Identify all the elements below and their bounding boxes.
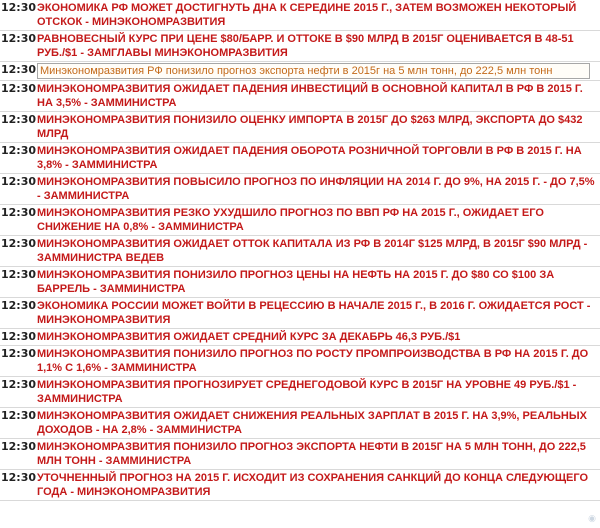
news-time: 12:30	[1, 144, 37, 157]
news-time: 12:30	[1, 63, 37, 76]
news-headline-link[interactable]: МИНЭКОНОМРАЗВИТИЯ ПОНИЗИЛО ПРОГНОЗ ЦЕНЫ НА НЕФТЬ НА 2015 Г. ДО $80 СО $100 ЗА БАРРЕЛЬ - ЗАММИНИСТРА	[37, 269, 555, 295]
news-time: 12:30	[1, 175, 37, 188]
news-headline-link[interactable]: МИНЭКОНОМРАЗВИТИЯ ОЖИДАЕТ ПАДЕНИЯ ИНВЕСТИЦИЙ В ОСНОВНОЙ КАПИТАЛ В РФ В 2015 Г. НА 3,5% - ЗАММИНИСТРА	[37, 83, 583, 109]
news-time: 12:30	[1, 268, 37, 281]
news-time: 12:30	[1, 330, 37, 343]
news-headline-link[interactable]: МИНЭКОНОМРАЗВИТИЯ ОЖИДАЕТ СНИЖЕНИЯ РЕАЛЬНЫХ ЗАРПЛАТ В 2015 Г. НА 3,9%, РЕАЛЬНЫХ ДОХОДОВ - НА 2,8% - ЗАММИНИСТРА	[37, 410, 587, 436]
news-row	[0, 143, 600, 174]
news-headline-link[interactable]: УТОЧНЕННЫЙ ПРОГНОЗ НА 2015 Г. ИСХОДИТ ИЗ СОХРАНЕНИЯ САНКЦИЙ ДО КОНЦА СЛЕДУЮЩЕГО ГОДА - МИНЭКОНОМРАЗВИТИЯ	[37, 472, 589, 498]
news-row	[0, 377, 600, 408]
news-headline-link[interactable]: Минэкономразвития РФ понизило прогноз экспорта нефти в 2015г на 5 млн тонн, до 222,5 млн тонн	[37, 63, 590, 79]
news-time: 12:30	[1, 32, 37, 45]
news-row	[0, 267, 600, 298]
news-row	[0, 329, 600, 346]
news-headline-link[interactable]: ЭКОНОМИКА РОССИИ МОЖЕТ ВОЙТИ В РЕЦЕССИЮ В НАЧАЛЕ 2015 Г., В 2016 Г. ОЖИДАЕТСЯ РОСТ - МИНЭКОНОМРАЗВИТИЯ	[37, 300, 591, 326]
news-headline-link[interactable]: МИНЭКОНОМРАЗВИТИЯ РЕЗКО УХУДШИЛО ПРОГНОЗ ПО ВВП РФ НА 2015 Г., ОЖИДАЕТ ЕГО СНИЖЕНИЕ НА 0,8% - ЗАММИНИСТРА	[37, 207, 544, 233]
news-headline-link[interactable]: МИНЭКОНОМРАЗВИТИЯ ПОНИЗИЛО ПРОГНОЗ ЭКСПОРТА НЕФТИ В 2015Г НА 5 МЛН ТОНН, ДО 222,5 МЛН ТОНН - ЗАММИНИСТРА	[37, 441, 586, 467]
news-row	[0, 112, 600, 143]
news-row	[0, 31, 600, 62]
news-time: 12:30	[1, 471, 37, 484]
watermark-logo: ◉	[588, 514, 596, 524]
news-time: 12:30	[1, 299, 37, 312]
news-headline-link[interactable]: МИНЭКОНОМРАЗВИТИЯ ПРОГНОЗИРУЕТ СРЕДНЕГОДОВОЙ КУРС В 2015Г НА УРОВНЕ 49 РУБ./$1 - ЗАММИНИСТРА	[37, 379, 577, 405]
news-row	[0, 346, 600, 377]
news-headline-link[interactable]: МИНЭКОНОМРАЗВИТИЯ ПОВЫСИЛО ПРОГНОЗ ПО ИНФЛЯЦИИ НА 2014 Г. ДО 9%, НА 2015 Г. - ДО 7,5% - ЗАММИНИСТРА	[37, 176, 595, 202]
news-row	[0, 205, 600, 236]
news-headline-link[interactable]: РАВНОВЕСНЫЙ КУРС ПРИ ЦЕНЕ $80/БАРР. И ОТТОКЕ В $90 МЛРД В 2015Г ОЦЕНИВАЕТСЯ В 48-51 РУБ./$1 - ЗАМГЛАВЫ МИНЭКОНОМРАЗВИТИЯ	[37, 33, 574, 59]
news-row	[0, 439, 600, 470]
news-time: 12:30	[1, 409, 37, 422]
news-headline-link[interactable]: МИНЭКОНОМРАЗВИТИЯ ОЖИДАЕТ СРЕДНИЙ КУРС ЗА ДЕКАБРЬ 46,3 РУБ./$1	[37, 331, 461, 343]
news-headline-link[interactable]: МИНЭКОНОМРАЗВИТИЯ ОЖИДАЕТ ОТТОК КАПИТАЛА ИЗ РФ В 2014Г $125 МЛРД, В 2015Г $90 МЛРД - ЗАММИНИСТРА ВЕДЕВ	[37, 238, 588, 264]
news-time: 12:30	[1, 440, 37, 453]
news-time: 12:30	[1, 113, 37, 126]
news-row	[0, 298, 600, 329]
news-row	[0, 408, 600, 439]
news-time: 12:30	[1, 82, 37, 95]
news-row	[0, 81, 600, 112]
news-row	[0, 62, 600, 81]
news-time: 12:30	[1, 378, 37, 391]
news-time: 12:30	[1, 237, 37, 250]
news-time: 12:30	[1, 347, 37, 360]
news-row	[0, 470, 600, 501]
news-time: 12:30	[1, 206, 37, 219]
news-row	[0, 174, 600, 205]
news-row	[0, 0, 600, 31]
news-headline-link[interactable]: МИНЭКОНОМРАЗВИТИЯ ОЖИДАЕТ ПАДЕНИЯ ОБОРОТА РОЗНИЧНОЙ ТОРГОВЛИ В РФ В 2015 Г. НА 3,8% - ЗАММИНИСТРА	[37, 145, 582, 171]
news-headline-link[interactable]: ЭКОНОМИКА РФ МОЖЕТ ДОСТИГНУТЬ ДНА К СЕРЕДИНЕ 2015 Г., ЗАТЕМ ВОЗМОЖЕН НЕКОТОРЫЙ ОТСКОК - МИНЭКОНОМРАЗВИТИЯ	[37, 2, 577, 28]
news-row	[0, 236, 600, 267]
news-time: 12:30	[1, 1, 37, 14]
news-headline-link[interactable]: МИНЭКОНОМРАЗВИТИЯ ПОНИЗИЛО ПРОГНОЗ ПО РОСТУ ПРОМПРОИЗВОДСТВА В РФ НА 2015 Г. ДО 1,1% С 1,6% - ЗАММИНИСТРА	[37, 348, 589, 374]
news-headline-link[interactable]: МИНЭКОНОМРАЗВИТИЯ ПОНИЗИЛО ОЦЕНКУ ИМПОРТА В 2015Г ДО $263 МЛРД, ЭКСПОРТА ДО $432 МЛРД	[37, 114, 583, 140]
